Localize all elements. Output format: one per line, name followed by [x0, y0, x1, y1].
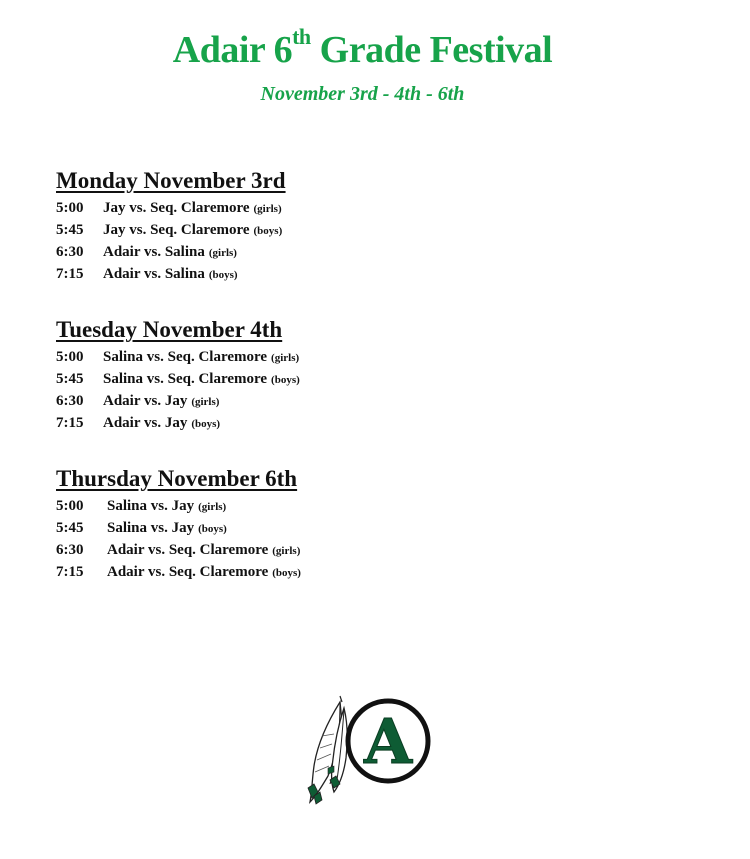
logo-graphic: [300, 688, 432, 808]
game-time: 6:30: [56, 244, 84, 260]
game-time: 7:15: [56, 415, 84, 431]
game-teams: Adair vs. Salina: [103, 266, 205, 282]
game-row: [56, 415, 356, 437]
title-main: Adair 6: [172, 29, 293, 71]
game-teams: Adair vs. Seq. Claremore: [107, 564, 269, 580]
day-schedule-tuesday: [56, 317, 356, 437]
game-teams: Jay vs. Seq. Claremore: [103, 200, 250, 216]
day-heading: Thursday November 6th: [56, 466, 298, 491]
game-gender: (boys): [271, 374, 300, 386]
game-gender: (girls): [208, 247, 237, 259]
day-heading: Tuesday November 4th: [56, 317, 283, 342]
game-gender: (boys): [191, 418, 221, 430]
game-time: 5:00: [56, 349, 84, 365]
game-time: 7:15: [56, 266, 84, 282]
game-row: [56, 371, 356, 393]
game-time: 5:45: [56, 371, 84, 387]
title-superscript: th: [292, 24, 311, 50]
game-gender: (girls): [272, 545, 301, 557]
game-row: [56, 349, 356, 371]
game-row: [56, 498, 356, 520]
game-gender: (boys): [198, 523, 227, 535]
game-row: [56, 393, 356, 415]
game-teams: Salina vs. Seq. Claremore: [103, 349, 268, 365]
game-time: 5:00: [56, 200, 84, 216]
game-gender: (boys): [272, 567, 301, 579]
game-teams: Salina vs. Seq. Claremore: [103, 371, 268, 387]
game-row: [56, 564, 356, 586]
day-schedule-monday: [56, 168, 336, 288]
game-time: 6:30: [56, 542, 84, 558]
school-logo: [300, 688, 432, 808]
feather-icon: [308, 696, 347, 804]
game-teams: Salina vs. Jay: [107, 520, 195, 536]
game-gender: (girls): [253, 203, 282, 215]
game-time: 5:45: [56, 520, 84, 536]
game-row: [56, 542, 356, 564]
game-gender: (girls): [198, 501, 227, 513]
day-schedule-thursday: [56, 466, 356, 586]
page-subtitle: November 3rd - 4th - 6th: [260, 83, 465, 105]
day-heading: Monday November 3rd: [56, 168, 286, 193]
game-row: [56, 244, 336, 266]
game-row: [56, 222, 336, 244]
game-gender: (boys): [253, 225, 283, 237]
game-teams: Adair vs. Seq. Claremore: [107, 542, 269, 558]
game-teams: Adair vs. Salina: [103, 244, 205, 260]
page-title: [0, 24, 725, 72]
game-time: 5:00: [56, 498, 84, 514]
game-gender: (boys): [208, 269, 238, 281]
logo-letter: A: [363, 705, 413, 778]
game-row: [56, 266, 336, 288]
game-time: 5:45: [56, 222, 84, 238]
game-teams: Adair vs. Jay: [103, 415, 188, 431]
game-teams: Jay vs. Seq. Claremore: [103, 222, 250, 238]
game-teams: Salina vs. Jay: [107, 498, 195, 514]
game-gender: (girls): [191, 396, 220, 408]
game-time: 6:30: [56, 393, 84, 409]
game-gender: (girls): [271, 352, 300, 364]
game-time: 7:15: [56, 564, 84, 580]
game-row: [56, 520, 356, 542]
game-teams: Adair vs. Jay: [103, 393, 188, 409]
game-row: [56, 200, 336, 222]
title-rest: Grade Festival: [310, 29, 553, 71]
